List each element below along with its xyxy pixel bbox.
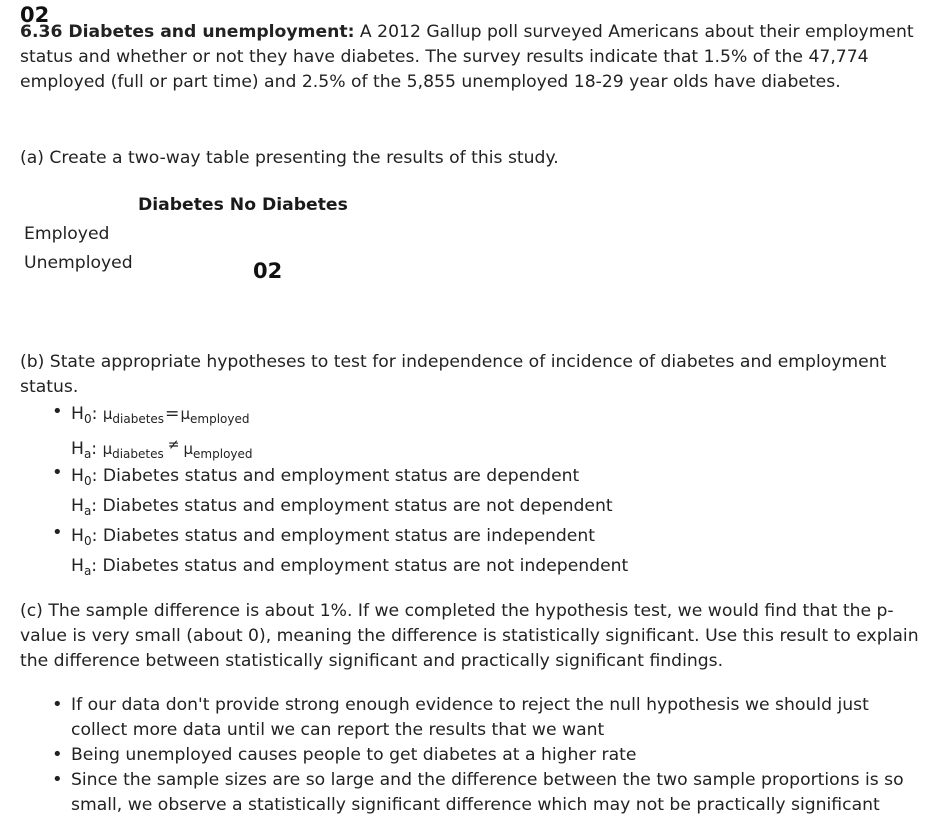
part-c-option-3[interactable] <box>52 768 927 818</box>
option-text: If our data don't provide strong enough evidence to reject the null hypothesis we should just collect more data until we can report the results that we want <box>71 695 869 740</box>
option-text: Since the sample sizes are so large and the difference between the two sample proportions is so small, we observe a statistically significant difference which may not be practically significant <box>71 770 904 815</box>
part-b-option-1[interactable] <box>52 398 628 461</box>
table-row-label-employed: Employed <box>24 224 110 244</box>
bullet-icon: • <box>52 522 63 543</box>
part-c-option-2[interactable] <box>52 743 927 768</box>
ha-line: $H_a$: $\mu_{diabetes}^\ne$ $\mu_{employed}$ <box>71 437 253 461</box>
bullet-icon: • <box>52 694 63 715</box>
part-a-prompt: (a) Create a two-way table presenting the results of this study. <box>20 148 559 168</box>
bullet-icon: • <box>52 769 63 790</box>
ha-line: $H_a$: Diabetes status and employment status are not independent <box>71 556 629 578</box>
part-c-option-1[interactable] <box>52 693 927 743</box>
part-b-prompt: (b) State appropriate hypotheses to test for independence of incidence of diabetes and employment status. <box>20 352 887 397</box>
part-c-options <box>52 693 927 818</box>
problem-text: A 2012 Gallup poll surveyed Americans about their employment status and whether or not they have diabetes. The survey results indicate that 1.5% of the 47,774 employed (full or part time) and 2.5% of the 5,855 unemployed 18-29 year olds have diabetes. <box>20 22 914 92</box>
problem-heading: 6.36 Diabetes and unemployment: <box>20 22 355 42</box>
overlay-mark-top: 02 <box>20 3 50 27</box>
bullet-icon: • <box>52 401 63 422</box>
bullet-icon: • <box>52 462 63 483</box>
ha-line: $H_a$: Diabetes status and employment status are not dependent <box>71 496 613 518</box>
table-row-label-unemployed: Unemployed <box>24 253 133 273</box>
part-b-options <box>52 398 628 581</box>
part-b-option-3[interactable] <box>52 521 628 581</box>
problem-statement <box>20 20 925 95</box>
h0-line: $H_0$: $\mu_{diabetes}=\mu_{employed}$ <box>71 404 250 426</box>
h0-line: $H_0$: Diabetes status and employment status are independent <box>71 526 595 548</box>
bullet-icon: • <box>52 744 63 765</box>
table-column-header: Diabetes No Diabetes <box>138 195 348 215</box>
option-text: Being unemployed causes people to get diabetes at a higher rate <box>71 745 637 765</box>
overlay-mark-table: 02 <box>253 259 283 283</box>
part-c-prompt: (c) The sample difference is about 1%. If we completed the hypothesis test, we would find that the p-value is very small (about 0), meaning the difference is statistically significant. Use this result to explain the difference between statistically significant and practically significant findings. <box>20 601 919 671</box>
part-b-option-2[interactable] <box>52 461 628 521</box>
h0-line: $H_0$: Diabetes status and employment status are dependent <box>71 466 580 488</box>
